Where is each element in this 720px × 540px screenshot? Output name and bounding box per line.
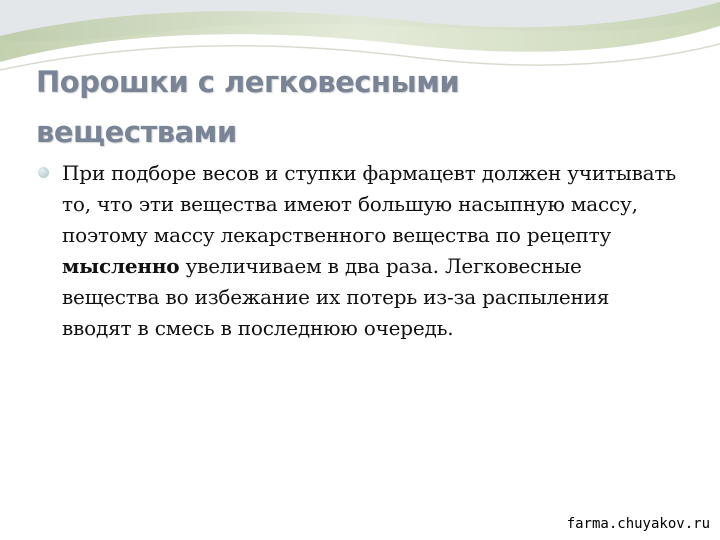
title-line-2: веществами <box>36 115 237 149</box>
bullet-text-part-2: увеличиваем в два раза. Легковесные вещества во избежание их потерь из-за распыления вводят в смесь в последнюю очередь. <box>62 254 610 340</box>
page-title <box>36 57 676 157</box>
bullet-list <box>38 158 678 344</box>
bullet-text-part-1: При подборе весов и ступки фармацевт должен учитывать то, что эти вещества имеют большую насыпную массу, поэтому массу лекарственного вещества по рецепту <box>62 161 676 247</box>
title-line-1: Порошки с легковесными <box>36 65 460 99</box>
round-bullet-icon <box>38 167 49 178</box>
bullet-text-bold: мысленно <box>62 254 180 278</box>
watermark: farma.chuyakov.ru <box>566 516 710 532</box>
bullet-text <box>62 158 678 344</box>
list-item <box>38 158 678 344</box>
